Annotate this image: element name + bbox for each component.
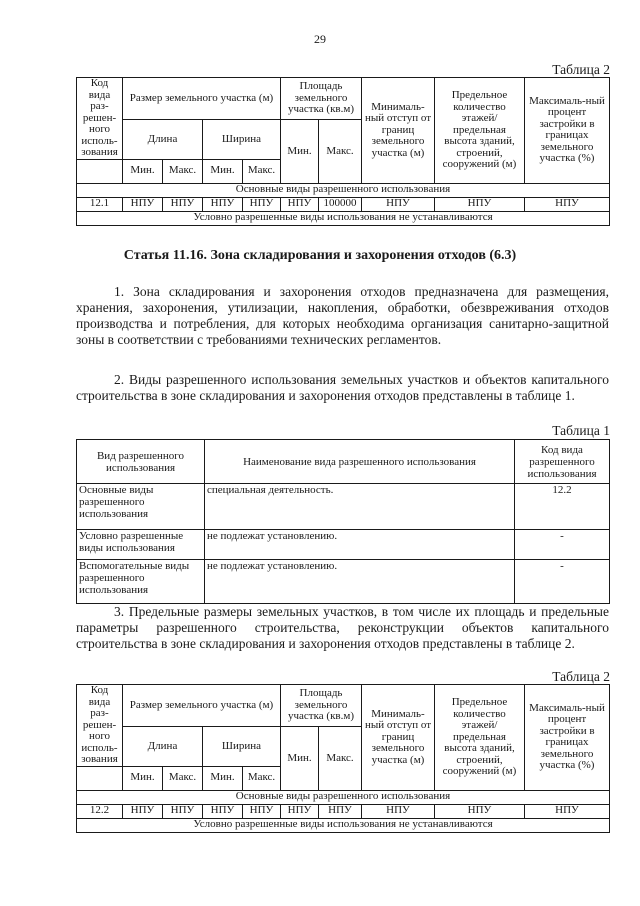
row-kind: Основные виды разрешенного использования [77, 484, 205, 530]
page-number: 29 [314, 32, 326, 46]
row-kind: Условно разрешенные виды использования [77, 530, 205, 560]
row-code: - [515, 560, 610, 604]
section-conditional-uses: Условно разрешенные виды использования не устанавливаются [77, 818, 610, 832]
paragraph-3-text: 3. Предельные размеры земельных участков, в том числе их площадь и предельные параметры разрешенного строительства, реконструкции объектов капитального строительства в зоне складирования и захоронения отходов представлены в таблице 2. [76, 604, 609, 651]
header-max-coverage: Максималь-ный процент застройки в границах земельного участка (%) [525, 685, 610, 791]
cell: НПУ [525, 804, 610, 818]
header-code-tail [77, 766, 123, 790]
cell: НПУ [435, 804, 525, 818]
cell: НПУ [123, 804, 163, 818]
cell: НПУ [243, 804, 281, 818]
cell: НПУ [243, 197, 281, 211]
paragraph-1 [76, 284, 609, 348]
header-area-max: Макс. [319, 727, 362, 791]
header-length-min: Мин. [123, 159, 163, 183]
paragraph-2 [76, 372, 609, 404]
cell: НПУ [319, 804, 362, 818]
cell: НПУ [525, 197, 610, 211]
header-plot-size: Размер земельного участка (м) [123, 78, 281, 120]
header-min-setback: Минималь-ный отступ от границ земельного участка (м) [362, 685, 435, 791]
bottom-table-caption: Таблица 2 [552, 669, 610, 684]
header-width-min: Мин. [203, 159, 243, 183]
header-name: Наименование вида разрешенного использования [205, 440, 515, 484]
row-kind: Вспомогательные виды разрешенного использования [77, 560, 205, 604]
header-width-min: Мин. [203, 766, 243, 790]
use-kinds-table [76, 439, 610, 604]
table-1-caption: Таблица 1 [552, 423, 610, 438]
cell: НПУ [123, 197, 163, 211]
header-max-floors: Предельное количество этажей/ предельная высота зданий, строений, сооружений (м) [435, 685, 525, 791]
cell: НПУ [163, 804, 203, 818]
header-width-max: Макс. [243, 159, 281, 183]
section-main-uses: Основные виды разрешенного использования [77, 183, 610, 197]
header-length: Длина [123, 727, 203, 767]
cell: 12.1 [77, 197, 123, 211]
header-code: Код вида раз-решен-ного исполь-зования [77, 78, 123, 160]
bottom-params-table [76, 684, 610, 833]
header-width-max: Макс. [243, 766, 281, 790]
table-row [77, 197, 610, 211]
top-table-caption: Таблица 2 [552, 62, 610, 77]
cell: НПУ [163, 197, 203, 211]
section-main-uses: Основные виды разрешенного использования [77, 790, 610, 804]
paragraph-3 [76, 604, 609, 652]
header-code: Код вида разрешенного использования [515, 440, 610, 484]
header-width: Ширина [203, 120, 281, 160]
row-code: 12.2 [515, 484, 610, 530]
cell: НПУ [281, 804, 319, 818]
header-length: Длина [123, 120, 203, 160]
paragraph-2-text: 2. Виды разрешенного использования земельных участков и объектов капитального строительства в зоне складирования и захоронения отходов представлены в таблице 1. [76, 372, 609, 403]
header-min-setback: Минималь-ный отступ от границ земельного участка (м) [362, 78, 435, 184]
header-area-min: Мин. [281, 727, 319, 791]
section-conditional-uses: Условно разрешенные виды использования не устанавливаются [77, 211, 610, 225]
row-code: - [515, 530, 610, 560]
header-max-floors: Предельное количество этажей/ предельная высота зданий, строений, сооружений (м) [435, 78, 525, 184]
cell: НПУ [203, 197, 243, 211]
header-code: Код вида раз-решен-ного исполь-зования [77, 685, 123, 767]
row-name: не подлежат установлению. [205, 560, 515, 604]
paragraph-1-text: 1. Зона складирования и захоронения отходов предназначена для размещения, хранения, захоронения, утилизации, накопления, обработки, обезвреживания отходов производства и потребления, для которых необходима организация санитарно-защитной зоны в соответствии с требованиями технических регламентов. [76, 284, 609, 347]
header-plot-size: Размер земельного участка (м) [123, 685, 281, 727]
table-row [77, 484, 610, 530]
header-area: Площадь земельного участка (кв.м) [281, 685, 362, 727]
header-length-min: Мин. [123, 766, 163, 790]
header-area: Площадь земельного участка (кв.м) [281, 78, 362, 120]
cell: НПУ [362, 197, 435, 211]
header-area-max: Макс. [319, 120, 362, 184]
article-heading: Статья 11.16. Зона складирования и захоронения отходов (6.3) [123, 248, 517, 263]
header-width: Ширина [203, 727, 281, 767]
table-row [77, 560, 610, 604]
cell: НПУ [281, 197, 319, 211]
header-use-kind: Вид разрешенного использования [77, 440, 205, 484]
row-name: специальная деятельность. [205, 484, 515, 530]
table-row [77, 804, 610, 818]
cell: 12.2 [77, 804, 123, 818]
cell: 100000 [319, 197, 362, 211]
header-length-max: Макс. [163, 766, 203, 790]
top-params-table [76, 77, 610, 226]
row-name: не подлежат установлению. [205, 530, 515, 560]
table-row [77, 530, 610, 560]
header-code-tail [77, 159, 123, 183]
cell: НПУ [203, 804, 243, 818]
cell: НПУ [435, 197, 525, 211]
header-area-min: Мин. [281, 120, 319, 184]
header-length-max: Макс. [163, 159, 203, 183]
header-max-coverage: Максималь-ный процент застройки в границах земельного участка (%) [525, 78, 610, 184]
cell: НПУ [362, 804, 435, 818]
